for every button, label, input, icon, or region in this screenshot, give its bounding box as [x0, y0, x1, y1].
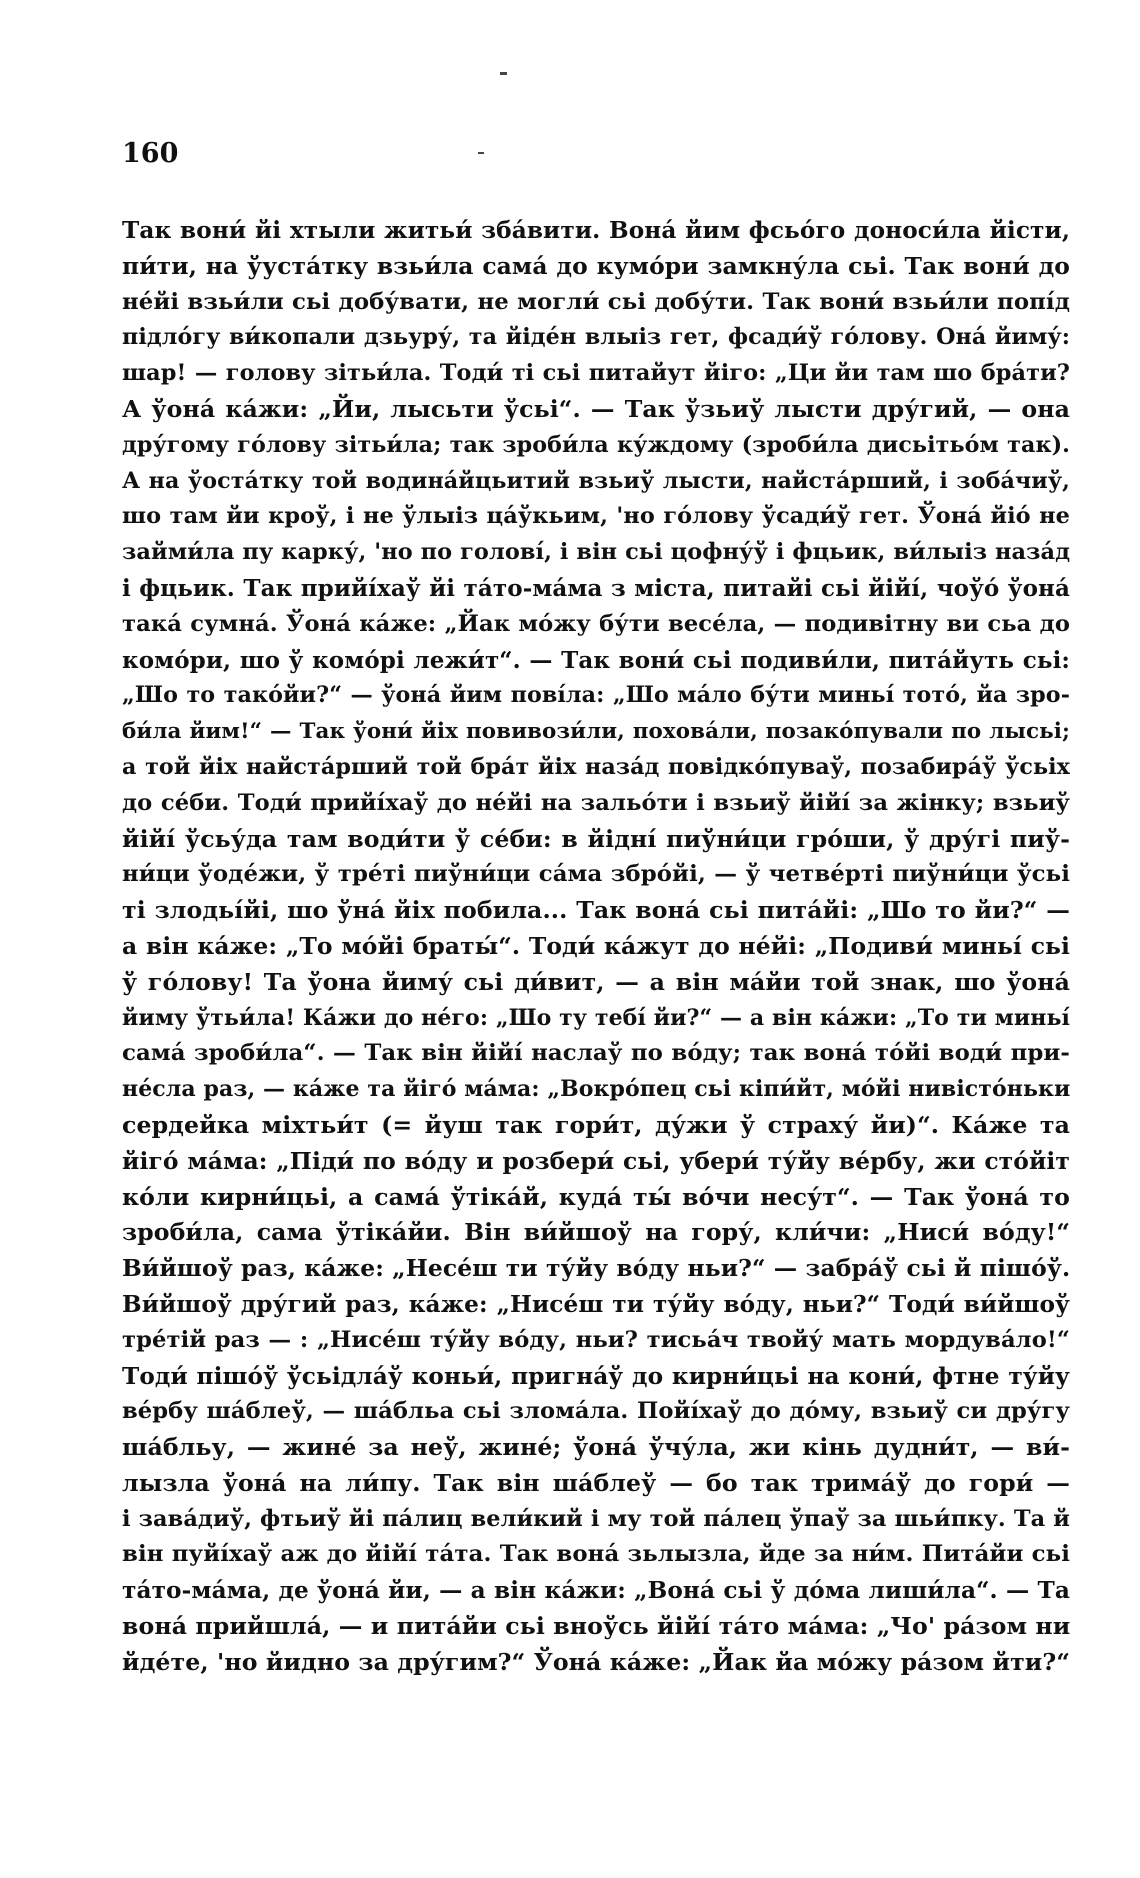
text-line: і фцьик. Так прийі́хаў йі та́то-ма́ма з міста, питайі сьі йійі́, чоўо́ ўона́	[122, 574, 1070, 602]
text-line: зроби́ла, сама ўтіка́йи. Він ви́йшоў на гору́, кли́чи: „Ниси́ во́ду!“	[122, 1218, 1070, 1247]
text-line: а той йіх найста́рший той бра́т йіх наза́д повідко́пуваў, позабира́ў ўсьіх	[122, 753, 1070, 780]
text-line: Ви́йшоў дру́гий раз, ка́же: „Нисе́ш ти ту́йу во́ду, ньи?“ Тоди́ ви́йшоў	[122, 1290, 1070, 1318]
text-line: комо́ри, шо ў комо́рі лежи́т“. — Так вони́ сьі подиви́ли, пита́йуть сьі:	[122, 646, 1070, 674]
text-line: А ўона́ ка́жи: „Йи, лысьти ўсьі“. — Так ўзьиў лысти дру́гий, — она	[122, 394, 1070, 423]
text-line: дру́гому го́лову зітьи́ла; так зроби́ла ку́ждому (зроби́ла дисьітьо́м так).	[122, 431, 1070, 458]
text-line: Тоди́ пішо́ў ўсьідла́ў коньи́, пригна́ў до кирни́цьі на кони́, фтне ту́йу	[122, 1362, 1070, 1390]
text-line: сердейка міхтьи́т (= йуш так гори́т, ду́жи ў страху́ йи)“. Ка́же та	[122, 1110, 1070, 1139]
text-line: ша́бльу, — жине́ за неў, жине́; ўона́ ўчу́ла, жи кінь дудни́т, — ви́-	[122, 1433, 1070, 1462]
text-line: займи́ла пу карку́, 'но по голові́, і він сьі цофну́ў і фцьик, ви́лыіз наза́д	[122, 539, 1071, 566]
text-line: йде́те, 'но йидно за дру́гим?“ Ўона́ ка́же: „Йак йа мо́жу ра́зом йти?“	[122, 1647, 1070, 1676]
text-line: ў го́лову! Та ўона йиму́ сьі ди́вит, — а він ма́йи той знак, шо ўона́	[122, 967, 1070, 996]
text-line: Так вони́ йі хтыли житьи́ зба́вити. Вона́ йим фсьо́го доноси́ла йісти,	[122, 217, 1070, 244]
text-line: шар! — голову зітьи́ла. Тоди́ ті сьі питайут йіго: „Ци йи там шо бра́ти?	[122, 360, 1070, 387]
text-line: пи́ти, на ўуста́тку взьи́ла сама́ до кумо́ри замкну́ла сьі. Так вони́ до	[122, 251, 1070, 280]
text-line: не́йі взьи́ли сьі добу́вати, не могли́ сьі добу́ти. Так вони́ взьи́ли попі́д	[122, 288, 1070, 315]
text-line: не́сла раз, — ка́же та йіго́ ма́ма: „Вокро́пец сьі кіпи́йт, мо́йі нивісто́ньки	[122, 1076, 1071, 1103]
text-line: така́ сумна́. Ўона́ ка́же: „Йак мо́жу бу́ти весе́ла, — подивітну ви сьа до	[122, 610, 1070, 637]
text-line: до се́би. Тоди́ прийі́хаў до не́йі на зальо́ти і взьиў йійі́ за жінку; взьиў	[122, 789, 1070, 816]
text-line: ни́ци ўоде́жи, ў тре́ті пиўни́ци са́ма збро́йі, — ў четве́рті пиўни́ци ўсьі	[122, 861, 1070, 888]
text-line: вона́ прийшла́, — и пита́йи сьі вноўсь йійі́ та́то ма́ма: „Чо' ра́зом ни	[122, 1612, 1071, 1641]
text-line: лызла ўона́ на ли́пу. Так він ша́блеў — бо так трима́ў до гори́ —	[122, 1468, 1070, 1497]
text-line: йійі́ ўсьу́да там води́ти ў се́би: в йідні́ пиўни́ци гро́ши, ў дру́гі пиў-	[122, 824, 1070, 853]
text-line: йіго́ ма́ма: „Піди́ по во́ду и розбери́ сьі, убери́ ту́йу ве́рбу, жи сто́йіт	[122, 1146, 1070, 1175]
text-line: Ви́йшоў раз, ка́же: „Несе́ш ти ту́йу во́ду ньи?“ — забра́ў сьі й пішо́ў.	[122, 1254, 1071, 1283]
page-number: 160	[122, 138, 179, 169]
text-line: підло́гу ви́копали дзьуру́, та йіде́н влыіз гет, фсади́ў го́лову. Она́ йиму́:	[122, 324, 1070, 351]
text-line: тре́тій раз — : „Нисе́ш ту́йу во́ду, ньи? тисьа́ч твойу́ мать мордува́ло!“	[122, 1326, 1070, 1353]
text-line: ве́рбу ша́блеў, — ша́бльа сьі злома́ла. Пойі́хаў до до́му, взьиў си дру́гу	[122, 1398, 1070, 1425]
text-line: ті злодьі́йі, шо ўна́ йіх побила... Так вона́ сьі пита́йі: „Шо то йи?“ —	[122, 896, 1070, 925]
body-text	[122, 213, 1070, 1681]
text-line: шо там йи кроў, і не ўлыіз ца́ўкьим, 'но го́лову ўсади́ў гет. Ўона́ йіо́ не	[122, 503, 1070, 530]
text-line: би́ла йим!“ — Так ўони́ йіх повивози́ли, похова́ли, позако́пували по лысьі;	[122, 719, 1070, 745]
text-line: йиму ўтьи́ла! Ка́жи до не́го: „Шо ту тебі́ йи?“ — а він ка́жи: „То ти миньі́	[122, 1004, 1070, 1031]
print-speck	[478, 152, 484, 154]
print-speck	[500, 72, 507, 75]
text-line: а він ка́же: „То мо́йі браты́“. Тоди́ ка́жут до не́йі: „Подиви́ миньі́ сьі	[122, 931, 1070, 960]
text-line: сама́ зроби́ла“. — Так він йійі́ наслаў по во́ду; так вона́ то́йі води́ при-	[122, 1040, 1070, 1067]
text-line: А на ўоста́тку той водина́йцьитий взьиў лысти, найста́рший, і зоба́чиў,	[122, 467, 1070, 494]
text-line: та́то-ма́ма, де ўона́ йи, — а він ка́жи: „Вона́ сьі ў до́ма лиши́ла“. — Та	[122, 1577, 1070, 1605]
text-line: „Шо то тако́йи?“ — ўона́ йим пові́ла: „Шо ма́ло бу́ти миньі́ тото́, йа зро-	[122, 682, 1070, 709]
text-line: ко́ли кирни́цьі, а сама́ ўтіка́й, куда́ ты́ во́чи несу́т“. — Так ўона́ то	[122, 1182, 1070, 1211]
text-line: він пуйі́хаў аж до йійі́ та́та. Так вона́ зьлызла, йде за ни́м. Пита́йи сьі	[122, 1541, 1070, 1568]
text-line: і зава́диў, фтьиў йі па́лиц вели́кий і му той па́лец ўпаў за шьи́пку. Та й	[122, 1505, 1070, 1532]
